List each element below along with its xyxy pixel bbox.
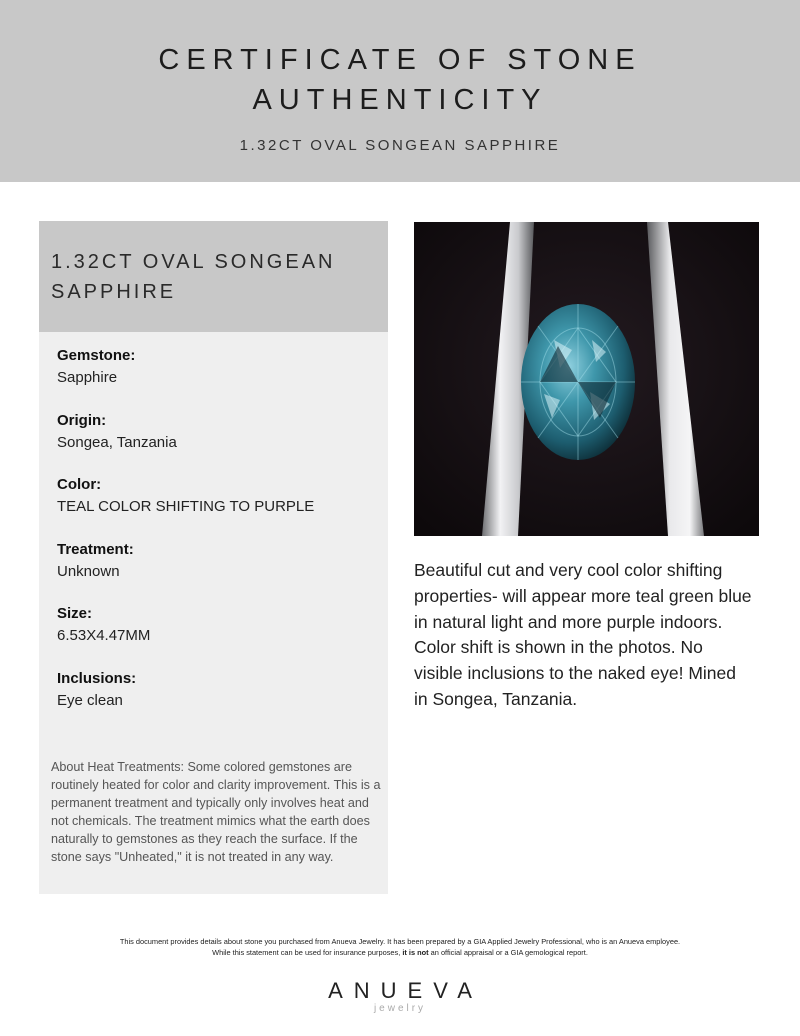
- spec-value: TEAL COLOR SHIFTING TO PURPLE: [57, 498, 315, 516]
- certificate-subtitle: 1.32CT OVAL SONGEAN SAPPHIRE: [239, 137, 561, 154]
- certificate-title-line2: AUTHENTICITY: [252, 84, 548, 116]
- stone-name-line2: SAPPHIRE: [51, 281, 177, 303]
- spec-label: Treatment:: [57, 540, 134, 558]
- spec-value: Sapphire: [57, 369, 118, 386]
- stone-name: [51, 247, 381, 307]
- spec-value: Eye clean: [57, 691, 123, 709]
- certificate-title: [0, 40, 800, 120]
- logo-wordmark: ANUEVA: [328, 978, 483, 1003]
- certificate-header: [0, 0, 800, 182]
- disclaimer-emphasis: it is not: [402, 948, 429, 957]
- disclaimer-line2-end: an official appraisal or a GIA gemological report.: [430, 948, 588, 957]
- spec-treatment: [57, 539, 382, 604]
- spec-gemstone: [57, 345, 382, 410]
- spec-list: [57, 345, 382, 733]
- stone-name-line1: 1.32CT OVAL SONGEAN: [51, 251, 336, 273]
- spec-label: Color:: [57, 476, 102, 494]
- disclaimer: [0, 936, 800, 958]
- spec-value: Unknown: [57, 562, 120, 580]
- spec-label: Size:: [57, 605, 93, 623]
- spec-origin: [57, 410, 382, 475]
- heat-treatment-note: About Heat Treatments: Some colored gemstones are routinely heated for color and clarity improvement. This is a permanent treatment and typically only involves heat and not chemicals. The treatment mimics what the earth does naturally to gemstones as they reach the surface. If the stone says "Unheated," it is not treated in any way.: [51, 760, 381, 864]
- spec-inclusions: [57, 668, 382, 733]
- spec-label: Inclusions:: [57, 669, 137, 687]
- disclaimer-line2: [0, 947, 800, 958]
- spec-value: 6.53X4.47MM: [57, 627, 151, 645]
- stone-description: Beautiful cut and very cool color shifting properties- will appear more teal green blue in natural light and more purple indoors. Color shift is shown in the photos. No visible inclusions to the naked eye! Mined in Songea, Tanzania.: [414, 560, 752, 709]
- disclaimer-line2-start: While this statement can be used for insurance purposes,: [212, 948, 401, 957]
- certificate-title-line1: CERTIFICATE OF STONE: [158, 44, 642, 76]
- logo-tagline: jewelry: [373, 1003, 427, 1014]
- stone-photo: [414, 222, 759, 536]
- stone-details-heading: [39, 221, 388, 332]
- spec-value: Songea, Tanzania: [57, 433, 177, 451]
- spec-label: Origin:: [57, 411, 107, 429]
- spec-size: [57, 603, 382, 668]
- spec-color: [57, 474, 382, 539]
- disclaimer-line1: This document provides details about stone you purchased from Anueva Jewelry. It has been prepared by a GIA Applied Jewelry Professional, who is an Anueva employee.: [119, 937, 681, 946]
- stone-details-panel: [39, 221, 388, 894]
- spec-label: Gemstone:: [57, 347, 136, 364]
- sapphire-in-tweezers-illustration: [414, 222, 759, 536]
- anueva-logo: [0, 978, 800, 1015]
